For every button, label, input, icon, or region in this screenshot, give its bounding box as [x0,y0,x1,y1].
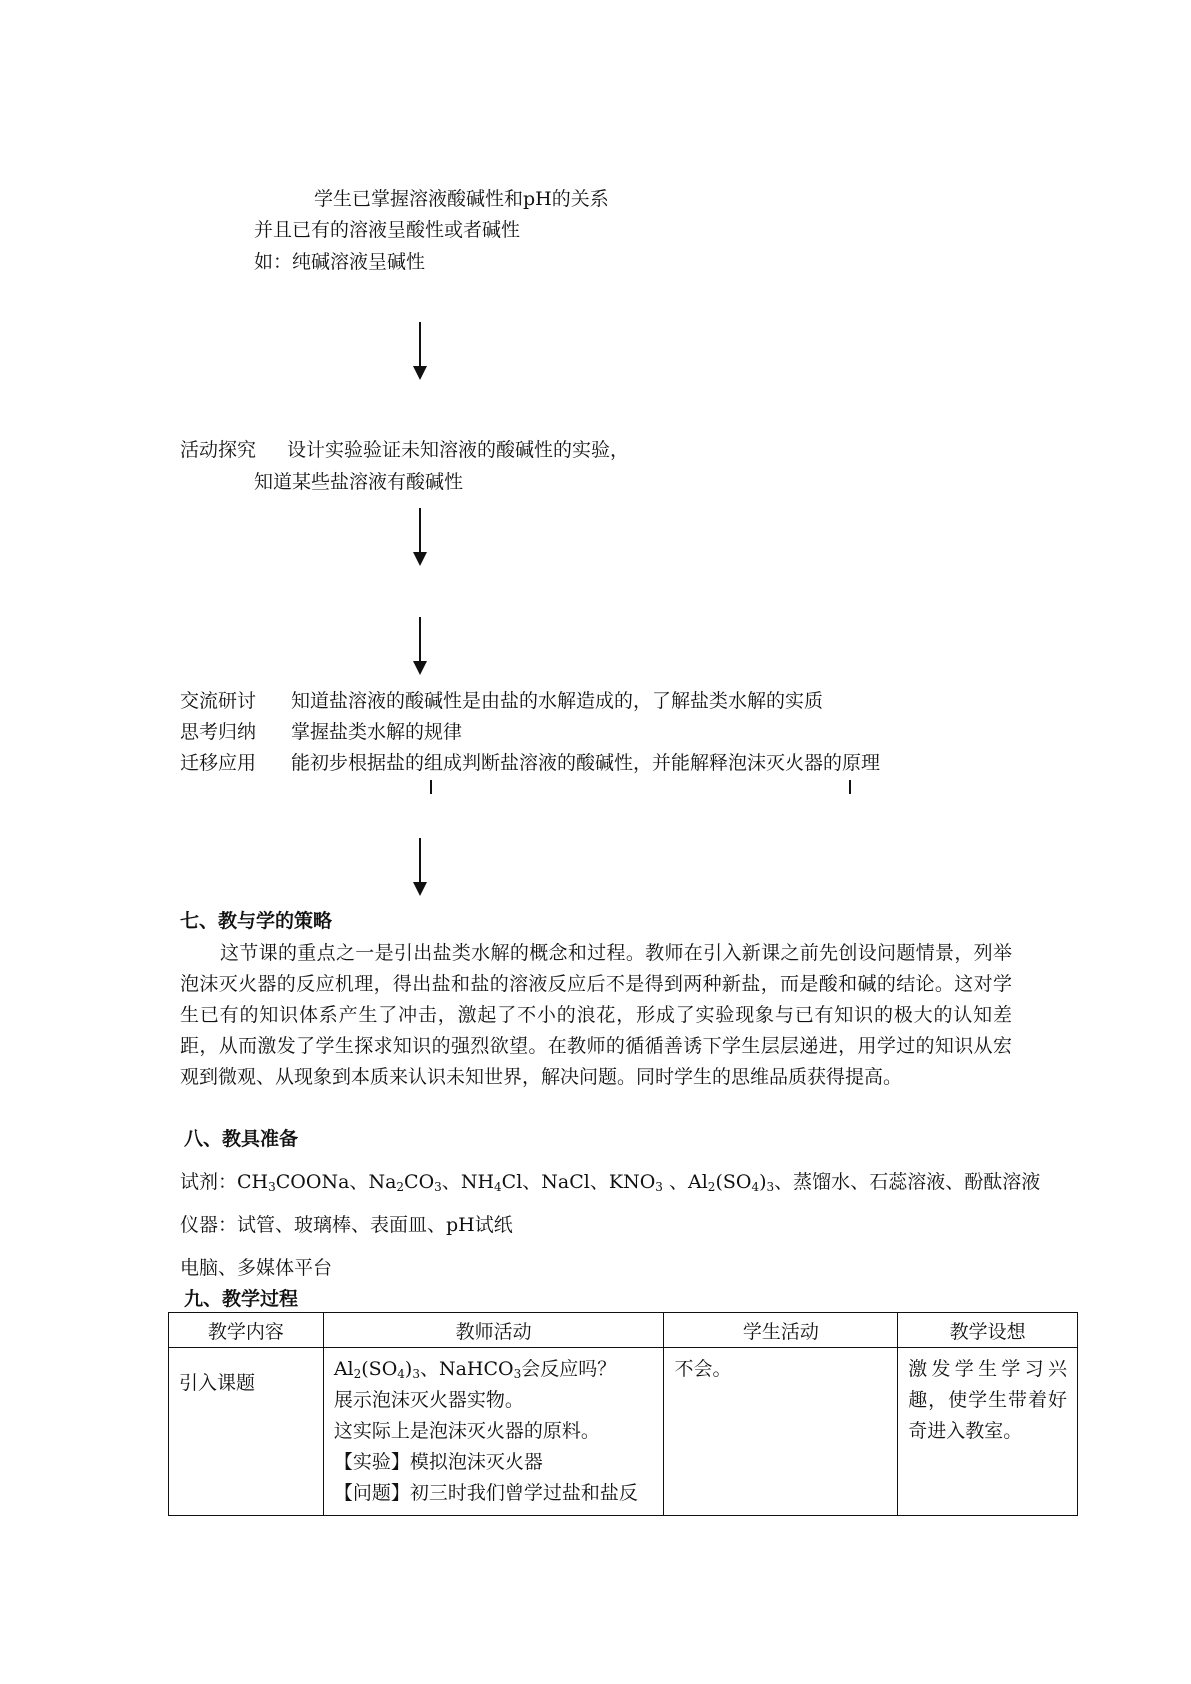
flow-arrow-4 [419,838,421,894]
reagent-item: $Al_2(SO_4)_3$ [687,1171,775,1194]
step-label-3: 迁移应用 [180,752,257,774]
step-text-2: 掌握盐类水解的规律 [291,721,463,743]
flow-top-line-3: 如：纯碱溶液呈碱性 [254,251,426,273]
step-text-1: 知道盐溶液的酸碱性是由盐的水解造成的，了解盐类水解的实质 [291,690,824,712]
reagent-item: 蒸馏水 [793,1171,851,1193]
section9-title: 九、教学过程 [184,1288,299,1310]
flow-arrow-3 [419,617,421,673]
flow-top-line-1: 学生已掌握溶液酸碱性和pH的关系 [314,188,609,210]
step-label-2: 思考归纳 [180,721,257,743]
activity-line-1: 设计实验验证未知溶液的酸碱性的实验， [287,439,630,461]
reagent-item: $KNO_3$ [608,1171,663,1194]
table-row [169,1348,1078,1516]
reagent-item: $Na_2CO_3$ [368,1171,442,1194]
flow-arrow-2 [419,508,421,564]
section7-paragraph: 这节课的重点之一是引出盐类水解的概念和过程。教师在引入新课之前先创设问题情景，列举泡沫灭火器的反应机理，得出盐和盐的溶液反应后不是得到两种新盐，而是酸和碱的结论。这对学生已有的知识体系产生了冲击，激起了不小的浪花，形成了实验现象与已有知识的极大的认知差距，从而激发了学生探求知识的强烈欲望。在教师的循循善诱下学生层层递进，用学过的知识从宏观到微观、从现象到本质来认识未知世界，解决问题。同时学生的思维品质获得提高。 [180,942,1012,1088]
section7-title: 七、教与学的策略 [180,910,333,932]
step-text-3: 能初步根据盐的组成判断盐溶液的酸碱性，并能解释泡沫灭火器的原理 [291,752,881,774]
cell-design: 激发学生学习兴趣，使学生带着好奇进入教室。 [898,1348,1078,1516]
reagent-item: $NH_4Cl$ [460,1171,523,1194]
flow-arrow-1 [419,322,421,378]
reagents-line: 试剂：$CH_3COONa$、$Na_2CO_3$、$NH_4Cl$、NaCl、$KNO_3$ 、$Al_2(SO_4)_3$、蒸馏水、石蕊溶液、酚酞溶液 [180,1171,1041,1194]
flow-top-line-2: 并且已有的溶液呈酸性或者碱性 [254,219,521,241]
step-label-1: 交流研讨 [180,690,257,712]
activity-label: 活动探究 [180,439,257,461]
header-content: 教学内容 [169,1313,324,1348]
bracket-tick-left [430,780,432,794]
reagent-item: $CH_3COONa$ [237,1171,350,1194]
bracket-tick-right [849,780,851,794]
header-student: 学生活动 [664,1313,898,1348]
reagent-item: 酚酞溶液 [964,1171,1041,1193]
teacher-line: 【问题】初三时我们曾学过盐和盐反 [333,1482,638,1504]
activity-line-2: 知道某些盐溶液有酸碱性 [254,471,464,493]
table-header-row [169,1313,1078,1348]
cell-teacher [323,1348,664,1516]
media-line: 电脑、多媒体平台 [180,1257,333,1279]
reagent-item: 石蕊溶液 [869,1171,946,1193]
header-design: 教学设想 [898,1313,1078,1348]
reagent-item: NaCl [541,1171,590,1193]
teaching-process-table [168,1312,1078,1516]
instruments-line: 仪器：试管、玻璃棒、表面皿、pH试纸 [180,1214,513,1236]
teacher-line: 展示泡沫灭火器实物。 [333,1389,524,1411]
cell-content: 引入课题 [169,1348,324,1516]
section8-title: 八、教具准备 [184,1128,299,1150]
cell-student: 不会。 [664,1348,898,1516]
reagents-label: 试剂： [180,1171,238,1193]
header-teacher: 教师活动 [323,1313,664,1348]
teacher-line: $Al_2(SO_4)_3$、NaHCO$_3$会反应吗？ [333,1358,617,1381]
teacher-line: 【实验】模拟泡沫灭火器 [333,1451,543,1473]
teacher-line: 这实际上是泡沫灭火器的原料。 [333,1420,600,1442]
